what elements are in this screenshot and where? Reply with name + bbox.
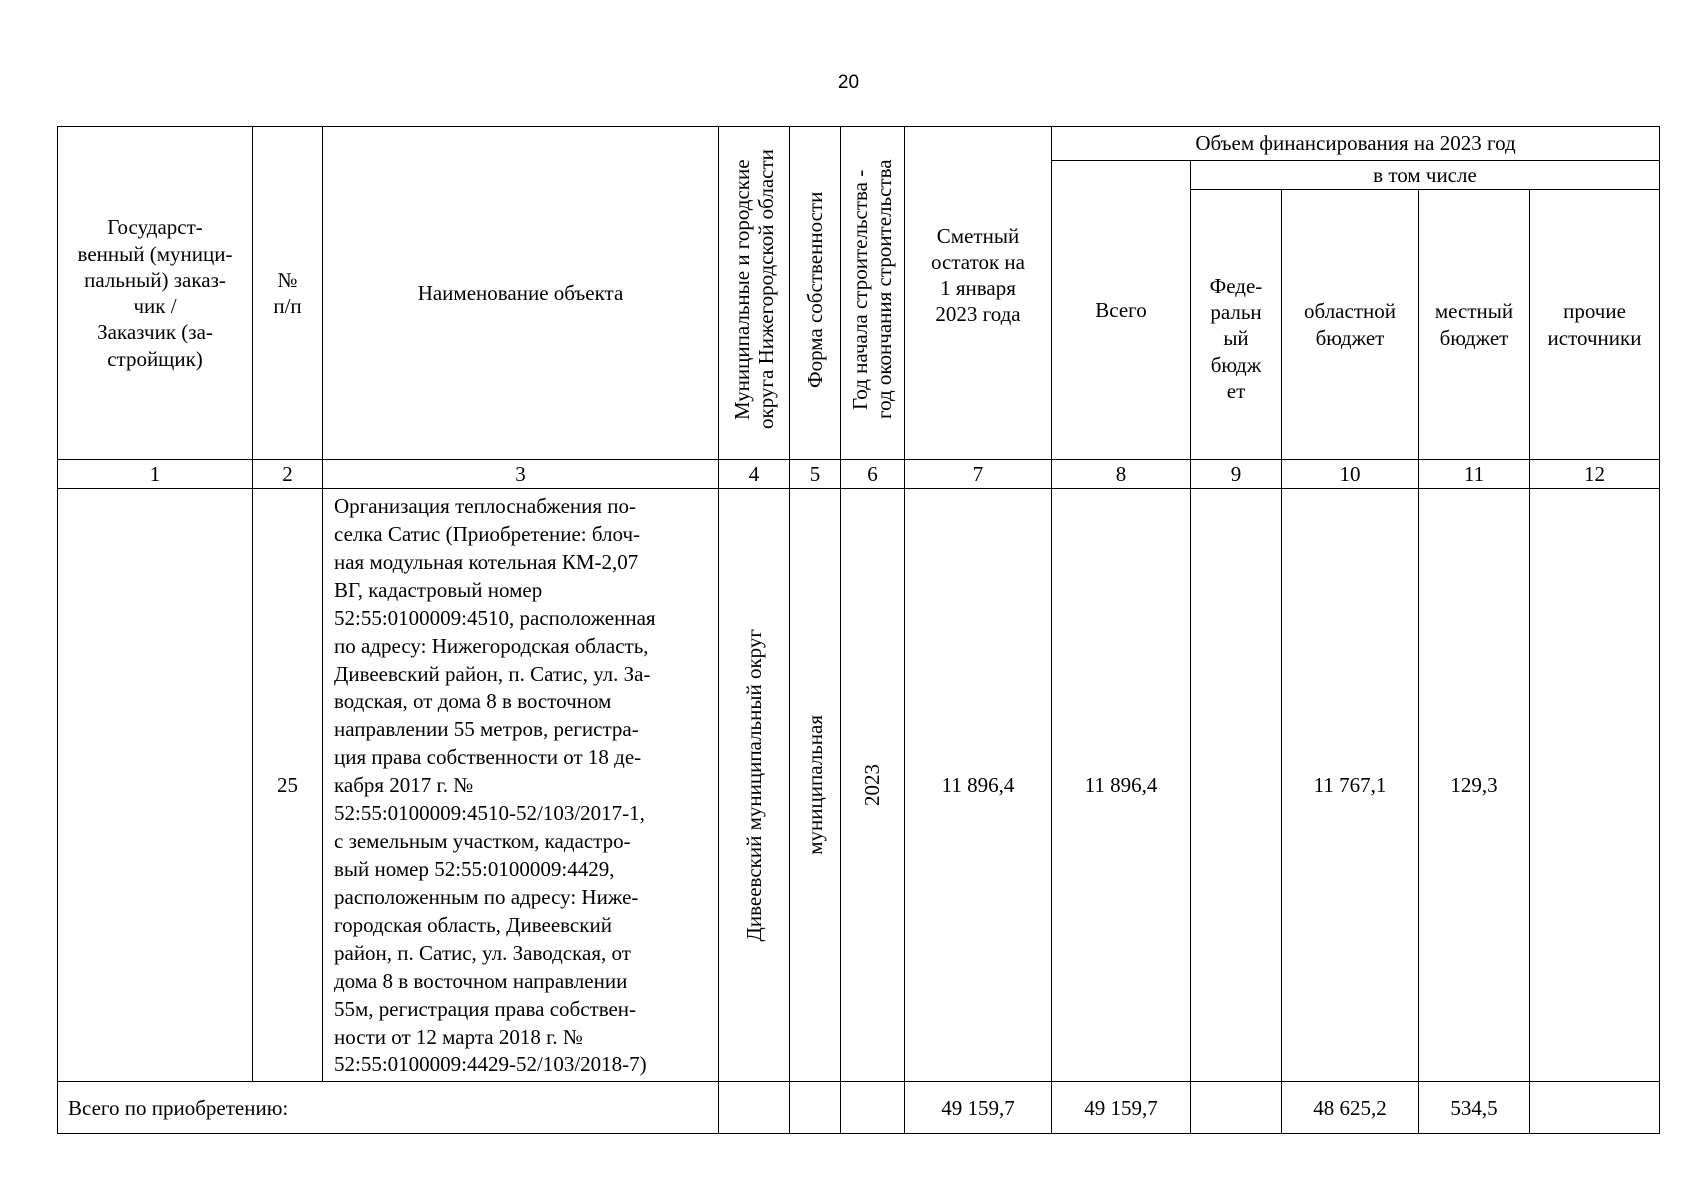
column-number: 7 bbox=[905, 460, 1052, 489]
header-other-sources: прочие источники bbox=[1530, 190, 1660, 460]
financing-table bbox=[57, 126, 1660, 1134]
column-number: 3 bbox=[323, 460, 719, 489]
totals-empty-cell bbox=[790, 1082, 841, 1134]
column-number: 11 bbox=[1419, 460, 1530, 489]
header-object-name: Наименование объекта bbox=[323, 127, 719, 460]
header-customer: Государст- венный (муници- пальный) заказ- чик / Заказчик (за- стройщик) bbox=[58, 127, 253, 460]
page-number: 20 bbox=[837, 72, 860, 93]
column-number: 12 bbox=[1530, 460, 1660, 489]
column-number: 6 bbox=[841, 460, 905, 489]
totals-local-budget: 534,5 bbox=[1419, 1082, 1530, 1134]
cell-estimated-remainder: 11 896,4 bbox=[905, 489, 1052, 1082]
header-including: в том числе bbox=[1191, 161, 1660, 190]
cell-ownership-form: муниципальная bbox=[790, 489, 841, 1082]
column-number: 2 bbox=[253, 460, 323, 489]
totals-other-sources bbox=[1530, 1082, 1660, 1134]
column-number: 5 bbox=[790, 460, 841, 489]
header-estimated-remainder: Сметный остаток на 1 января 2023 года bbox=[905, 127, 1052, 460]
cell-construction-years: 2023 bbox=[841, 489, 905, 1082]
cell-object-name: Организация теплоснабжения по- селка Сатис (Приобретение: блоч- ная модульная котельная КМ-2,07 ВГ, кадастровый номер 52:55:0100009:4510, расположенная по адресу: Нижегородская область, Дивеевский район, п. Сатис, ул. За- водская, от дома 8 в восточном направлении 55 метров, регистра- ция права собственности от 18 де- кабря 2017 г. № 52:55:0100009:4510-52/103/2017-1, с земельным участком, кадастро- вый номер 52:55:0100009:4429, расположенным по адресу: Ниже- городская область, Дивеевский район, п. Сатис, ул. Заводская, от дома 8 в восточном направлении 55м, регистрация права собствен- ности от 12 марта 2018 г. № 52:55:0100009:4429-52/103/2018-7) bbox=[323, 489, 719, 1082]
column-number: 8 bbox=[1052, 460, 1191, 489]
cell-municipal-district: Дивеевский муниципальный округ bbox=[719, 489, 790, 1082]
header-total: Всего bbox=[1052, 161, 1191, 460]
totals-empty-cell bbox=[841, 1082, 905, 1134]
header-number: № п/п bbox=[253, 127, 323, 460]
totals-row bbox=[58, 1082, 1660, 1134]
cell-federal-budget bbox=[1191, 489, 1282, 1082]
header-ownership-form: Форма собственности bbox=[790, 127, 841, 460]
column-number: 4 bbox=[719, 460, 790, 489]
table-row bbox=[58, 489, 1660, 1082]
totals-federal-budget bbox=[1191, 1082, 1282, 1134]
totals-empty-cell bbox=[719, 1082, 790, 1134]
cell-other-sources bbox=[1530, 489, 1660, 1082]
column-number: 1 bbox=[58, 460, 253, 489]
header-federal-budget: Феде- ральн ый бюдж ет bbox=[1191, 190, 1282, 460]
totals-estimated-remainder: 49 159,7 bbox=[905, 1082, 1052, 1134]
column-numbers-row bbox=[58, 460, 1660, 489]
cell-local-budget: 129,3 bbox=[1419, 489, 1530, 1082]
totals-regional-budget: 48 625,2 bbox=[1282, 1082, 1419, 1134]
column-number: 9 bbox=[1191, 460, 1282, 489]
totals-total: 49 159,7 bbox=[1052, 1082, 1191, 1134]
header-local-budget: местный бюджет bbox=[1419, 190, 1530, 460]
totals-label: Всего по приобретению: bbox=[58, 1082, 719, 1134]
header-financing-volume: Объем финансирования на 2023 год bbox=[1052, 127, 1660, 161]
header-municipal-district: Муниципальные и городские округа Нижегородской области bbox=[719, 127, 790, 460]
cell-regional-budget: 11 767,1 bbox=[1282, 489, 1419, 1082]
header-regional-budget: областной бюджет bbox=[1282, 190, 1419, 460]
column-number: 10 bbox=[1282, 460, 1419, 489]
cell-number: 25 bbox=[253, 489, 323, 1082]
header-construction-years: Год начала строительства - год окончания строительства bbox=[841, 127, 905, 460]
cell-customer bbox=[58, 489, 253, 1082]
cell-total: 11 896,4 bbox=[1052, 489, 1191, 1082]
